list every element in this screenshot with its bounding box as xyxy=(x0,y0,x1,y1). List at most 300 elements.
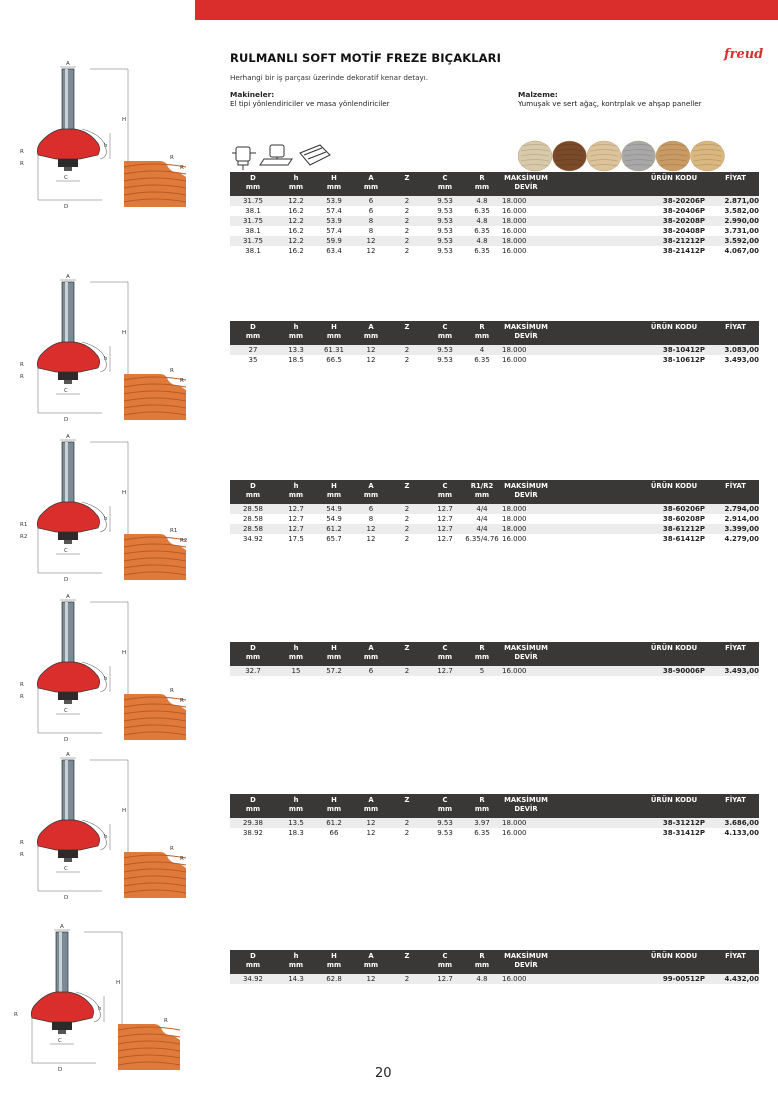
header-unit: mm xyxy=(474,961,490,969)
table-header xyxy=(230,172,759,196)
diagram-label-P1: R xyxy=(170,846,174,852)
header-label: h xyxy=(293,644,299,652)
diagram-label-h: h xyxy=(104,143,108,149)
header-max-rpm xyxy=(496,644,556,662)
header-unit: mm xyxy=(288,961,304,969)
diagram-label-H: H xyxy=(122,808,127,814)
header-label: C xyxy=(442,796,448,804)
header-unit: mm xyxy=(326,183,342,191)
cell-shank: 12 xyxy=(366,525,376,533)
cell-product-code: 38-31412P xyxy=(662,829,705,837)
diagram-label-A: A xyxy=(60,924,64,930)
header-shank xyxy=(352,644,390,662)
diagram-label-P2: R xyxy=(180,165,184,171)
header-diameter xyxy=(230,482,276,500)
header-label: C xyxy=(442,952,448,960)
cutter-body xyxy=(37,502,99,532)
cell-max-rpm: 18.000 xyxy=(502,197,527,205)
cell-height-h: 14.3 xyxy=(288,975,304,983)
cutter-body xyxy=(37,662,99,692)
router-bit-diagram-2 xyxy=(20,268,210,428)
header-product-code xyxy=(642,796,706,805)
header-label: D xyxy=(250,796,256,804)
cell-teeth: 2 xyxy=(404,217,410,225)
machines-label: Makineler: xyxy=(230,90,275,99)
cell-price: 3.493,00 xyxy=(724,356,759,364)
header-label: D xyxy=(250,952,256,960)
header-unit: mm xyxy=(288,491,304,499)
cell-shank: 12 xyxy=(366,535,376,543)
header-radius xyxy=(464,323,500,341)
diagram-label-A: A xyxy=(66,434,70,440)
cell-height-h: 15 xyxy=(291,667,301,675)
cell-height-H: 66 xyxy=(329,829,339,837)
table-row xyxy=(230,246,759,256)
cell-height-h: 16.2 xyxy=(288,247,304,255)
header-height-h xyxy=(276,644,316,662)
cell-height-H: 53.9 xyxy=(326,217,342,225)
cell-diameter: 31.75 xyxy=(242,197,264,205)
cell-shank: 12 xyxy=(366,237,376,245)
cell-price: 3.083,00 xyxy=(724,346,759,354)
header-label: C xyxy=(442,644,448,652)
page-title: RULMANLI SOFT MOTİF FREZE BIÇAKLARI xyxy=(230,51,501,65)
header-max-rpm xyxy=(496,174,556,192)
header-label: h xyxy=(293,482,299,490)
header-label: C xyxy=(442,174,448,182)
header-unit: mm xyxy=(326,805,342,813)
header-label: MAKSİMUM xyxy=(504,796,548,804)
header-label: MAKSİMUM xyxy=(504,482,548,490)
cell-radius: 6.35 xyxy=(474,829,490,837)
material-sample-1 xyxy=(518,141,552,171)
header-label: Z xyxy=(404,323,410,331)
header-unit: mm xyxy=(245,332,261,340)
bearing xyxy=(52,1022,72,1030)
diagram-label-h: h xyxy=(104,834,108,840)
cell-price: 2.990,00 xyxy=(724,217,759,225)
header-diameter xyxy=(230,323,276,341)
bearing xyxy=(58,532,78,540)
header-unit: mm xyxy=(245,961,261,969)
cell-cutting-c: 12.7 xyxy=(437,525,453,533)
header-label: R xyxy=(479,952,485,960)
header-product-code xyxy=(642,174,706,183)
diagram-label-A: A xyxy=(66,61,70,67)
cell-product-code: 38-21212P xyxy=(662,237,705,245)
cell-cutting-c: 9.53 xyxy=(437,227,453,235)
diagram-label-H: H xyxy=(122,490,127,496)
diagram-label-C: C xyxy=(64,175,68,181)
header-unit: mm xyxy=(288,332,304,340)
header-shank xyxy=(352,952,390,970)
diagram-label-A: A xyxy=(66,752,70,758)
header-unit: mm xyxy=(474,805,490,813)
material-value: Yumuşak ve sert ağaç, kontrplak ve ahşap paneller xyxy=(518,99,702,108)
header-height-H xyxy=(314,174,354,192)
header-label: Z xyxy=(404,644,410,652)
cell-cutting-c: 9.53 xyxy=(437,356,453,364)
cell-radius: 6.35/4.76 xyxy=(465,535,499,543)
cell-radius: 4.8 xyxy=(476,217,488,225)
cell-shank: 12 xyxy=(366,346,376,354)
header-unit: mm xyxy=(245,183,261,191)
cell-shank: 12 xyxy=(366,829,376,837)
material-sample-4 xyxy=(622,141,656,171)
cell-max-rpm: 16.000 xyxy=(502,975,527,983)
cell-teeth: 2 xyxy=(404,247,410,255)
cell-height-H: 62.8 xyxy=(326,975,342,983)
header-max-rpm xyxy=(496,323,556,341)
cell-max-rpm: 18.000 xyxy=(502,515,527,523)
cell-shank: 8 xyxy=(368,227,374,235)
header-label: H xyxy=(331,796,337,804)
cell-teeth: 2 xyxy=(404,525,410,533)
header-radius xyxy=(464,644,500,662)
diagram-label-R2: R xyxy=(20,161,24,167)
diagram-label-P2: R2 xyxy=(180,538,188,544)
header-price xyxy=(712,323,759,332)
diagram-label-R1: R xyxy=(20,362,24,368)
cell-height-h: 13.5 xyxy=(288,819,304,827)
table-header xyxy=(230,480,759,504)
cell-teeth: 2 xyxy=(404,346,410,354)
cell-product-code: 38-61412P xyxy=(662,535,705,543)
header-label: MAKSİMUM xyxy=(504,952,548,960)
header-teeth xyxy=(390,323,424,332)
header-label: Z xyxy=(404,482,410,490)
cell-height-H: 57.4 xyxy=(326,207,342,215)
header-unit: mm xyxy=(363,961,379,969)
header-label: R xyxy=(479,796,485,804)
cell-radius: 4.8 xyxy=(476,975,488,983)
cell-diameter: 28.58 xyxy=(242,515,264,523)
header-label: A xyxy=(368,482,374,490)
header-teeth xyxy=(390,482,424,491)
cell-height-h: 16.2 xyxy=(288,227,304,235)
header-unit: mm xyxy=(245,491,261,499)
header-unit: mm xyxy=(474,653,490,661)
header-unit: mm xyxy=(288,653,304,661)
header-unit: mm xyxy=(288,183,304,191)
header-teeth xyxy=(390,952,424,961)
header-shank xyxy=(352,323,390,341)
cell-height-H: 54.9 xyxy=(326,515,342,523)
header-radius xyxy=(464,796,500,814)
table-row xyxy=(230,206,759,216)
header-unit: DEVİR xyxy=(514,805,538,813)
diagram-label-R1: R xyxy=(20,682,24,688)
header-teeth xyxy=(390,174,424,183)
cell-height-h: 16.2 xyxy=(288,207,304,215)
cell-height-H: 61.2 xyxy=(326,819,342,827)
header-height-h xyxy=(276,174,316,192)
cell-cutting-c: 9.53 xyxy=(437,346,453,354)
cell-price: 2.914,00 xyxy=(724,515,759,523)
cell-max-rpm: 16.000 xyxy=(502,829,527,837)
cell-price: 3.582,00 xyxy=(724,207,759,215)
header-unit: mm xyxy=(326,653,342,661)
cell-cutting-c: 9.53 xyxy=(437,829,453,837)
diagram-label-h: h xyxy=(104,516,108,522)
cell-teeth: 2 xyxy=(404,197,410,205)
cell-cutting-c: 9.53 xyxy=(437,197,453,205)
cell-product-code: 99-00512P xyxy=(662,975,705,983)
diagram-label-C: C xyxy=(58,1038,62,1044)
header-diameter xyxy=(230,644,276,662)
cell-diameter: 38.1 xyxy=(245,207,261,215)
cell-teeth: 2 xyxy=(404,237,410,245)
diagram-label-h: h xyxy=(98,1006,102,1012)
cell-teeth: 2 xyxy=(404,819,410,827)
router-bit-diagram-3 xyxy=(20,428,210,588)
table-row xyxy=(230,534,759,544)
cell-max-rpm: 18.000 xyxy=(502,217,527,225)
cell-diameter: 38.1 xyxy=(245,227,261,235)
cell-shank: 6 xyxy=(368,667,374,675)
page-number: 20 xyxy=(375,1066,392,1081)
header-price xyxy=(712,952,759,961)
cell-price: 2.794,00 xyxy=(724,505,759,513)
cell-diameter: 38.1 xyxy=(245,247,261,255)
cell-price: 3.592,00 xyxy=(724,237,759,245)
cell-teeth: 2 xyxy=(404,207,410,215)
header-label: FİYAT xyxy=(725,174,746,182)
cell-shank: 12 xyxy=(366,819,376,827)
cell-teeth: 2 xyxy=(404,667,410,675)
diagram-label-R1: R xyxy=(20,149,24,155)
cell-max-rpm: 18.000 xyxy=(502,525,527,533)
table-header xyxy=(230,794,759,818)
cell-shank: 12 xyxy=(366,247,376,255)
cell-shank: 8 xyxy=(368,515,374,523)
cell-cutting-c: 12.7 xyxy=(437,667,453,675)
cell-teeth: 2 xyxy=(404,227,410,235)
cell-product-code: 38-60208P xyxy=(662,515,705,523)
cell-product-code: 38-10612P xyxy=(662,356,705,364)
header-label: H xyxy=(331,644,337,652)
diagram-label-D: D xyxy=(64,577,69,583)
header-max-rpm xyxy=(496,952,556,970)
header-label: A xyxy=(368,952,374,960)
header-cutting-c xyxy=(426,323,464,341)
cell-radius: 4/4 xyxy=(476,525,488,533)
header-label: MAKSİMUM xyxy=(504,644,548,652)
diagram-label-P1: R xyxy=(170,688,174,694)
cell-diameter: 27 xyxy=(248,346,258,354)
header-label: ÜRÜN KODU xyxy=(650,796,698,804)
cell-price: 4.432,00 xyxy=(724,975,759,983)
product-table-1 xyxy=(230,172,759,256)
header-cutting-c xyxy=(426,796,464,814)
header-label: H xyxy=(331,952,337,960)
material-sample-2 xyxy=(553,141,587,171)
header-unit: mm xyxy=(326,491,342,499)
cell-diameter: 38.92 xyxy=(242,829,264,837)
cell-teeth: 2 xyxy=(404,515,410,523)
material-samples xyxy=(518,139,728,173)
header-label: D xyxy=(250,482,256,490)
cell-cutting-c: 9.53 xyxy=(437,237,453,245)
cell-cutting-c: 12.7 xyxy=(437,505,453,513)
header-label: D xyxy=(250,174,256,182)
diagram-label-H: H xyxy=(116,980,121,986)
product-table-2 xyxy=(230,321,759,365)
router-bit-diagram-5 xyxy=(20,746,210,906)
table-row xyxy=(230,666,759,676)
header-unit: mm xyxy=(474,332,490,340)
diagram-label-h: h xyxy=(104,676,108,682)
header-unit: mm xyxy=(437,961,453,969)
cell-height-h: 18.3 xyxy=(288,829,304,837)
cell-radius: 4/4 xyxy=(476,515,488,523)
header-height-H xyxy=(314,482,354,500)
header-unit: mm xyxy=(437,332,453,340)
router-bit-diagram-4 xyxy=(20,588,210,748)
cell-height-H: 57.2 xyxy=(326,667,342,675)
cell-price: 3.493,00 xyxy=(724,667,759,675)
bearing xyxy=(58,692,78,700)
cell-cutting-c: 12.7 xyxy=(437,515,453,523)
cell-price: 3.399,00 xyxy=(724,525,759,533)
header-label: C xyxy=(442,323,448,331)
cell-height-h: 18.5 xyxy=(288,356,304,364)
header-unit: mm xyxy=(437,653,453,661)
table-row xyxy=(230,828,759,838)
router-handheld-icon xyxy=(232,147,256,170)
header-cutting-c xyxy=(426,174,464,192)
header-price xyxy=(712,644,759,653)
header-unit: mm xyxy=(326,961,342,969)
table-row xyxy=(230,974,759,984)
workpiece-profile xyxy=(124,534,186,580)
header-label: FİYAT xyxy=(725,952,746,960)
cell-max-rpm: 18.000 xyxy=(502,237,527,245)
header-unit: mm xyxy=(245,653,261,661)
cell-height-h: 17.5 xyxy=(288,535,304,543)
diagram-label-P1: R xyxy=(170,368,174,374)
cell-max-rpm: 16.000 xyxy=(502,227,527,235)
header-product-code xyxy=(642,644,706,653)
cell-max-rpm: 16.000 xyxy=(502,356,527,364)
diagram-label-P2: R xyxy=(180,378,184,384)
header-cutting-c xyxy=(426,482,464,500)
cell-radius: 6.35 xyxy=(474,247,490,255)
cell-product-code: 38-60206P xyxy=(662,505,705,513)
header-unit: DEVİR xyxy=(514,961,538,969)
header-product-code xyxy=(642,952,706,961)
diagram-label-D: D xyxy=(64,737,69,743)
cell-shank: 12 xyxy=(366,356,376,364)
diagram-label-A: A xyxy=(66,594,70,600)
header-label: Z xyxy=(404,796,410,804)
cell-diameter: 31.75 xyxy=(242,217,264,225)
cell-radius: 4 xyxy=(479,346,485,354)
header-label: A xyxy=(368,644,374,652)
header-product-code xyxy=(642,482,706,491)
router-bit-diagram-6 xyxy=(14,918,204,1078)
cell-shank: 6 xyxy=(368,207,374,215)
diagram-label-R1: R xyxy=(14,1012,18,1018)
header-label: H xyxy=(331,482,337,490)
machine-icons xyxy=(232,141,342,171)
header-label: h xyxy=(293,952,299,960)
diagram-label-R2: R2 xyxy=(20,534,28,540)
header-label: C xyxy=(442,482,448,490)
cell-product-code: 38-20406P xyxy=(662,207,705,215)
header-shank xyxy=(352,796,390,814)
header-unit: mm xyxy=(245,805,261,813)
cell-diameter: 32.7 xyxy=(245,667,261,675)
table-row xyxy=(230,524,759,534)
header-label: h xyxy=(293,796,299,804)
header-label: ÜRÜN KODU xyxy=(650,482,698,490)
cell-diameter: 31.75 xyxy=(242,237,264,245)
cell-radius: 4.8 xyxy=(476,197,488,205)
header-unit: mm xyxy=(363,653,379,661)
material-label: Malzeme: xyxy=(518,90,558,99)
header-product-code xyxy=(642,323,706,332)
header-height-h xyxy=(276,323,316,341)
workpiece-profile xyxy=(124,694,186,740)
cell-max-rpm: 18.000 xyxy=(502,346,527,354)
cell-radius: 4/4 xyxy=(476,505,488,513)
cell-height-H: 53.9 xyxy=(326,197,342,205)
header-shank xyxy=(352,174,390,192)
header-unit: DEVİR xyxy=(514,491,538,499)
cell-product-code: 38-61212P xyxy=(662,525,705,533)
cell-diameter: 35 xyxy=(248,356,258,364)
header-max-rpm xyxy=(496,482,556,500)
header-label: H xyxy=(331,323,337,331)
diagram-label-C: C xyxy=(64,708,68,714)
header-label: FİYAT xyxy=(725,644,746,652)
workpiece-profile xyxy=(118,1024,180,1070)
header-height-H xyxy=(314,796,354,814)
header-label: FİYAT xyxy=(725,796,746,804)
header-unit: mm xyxy=(474,183,490,191)
cell-diameter: 28.58 xyxy=(242,505,264,513)
header-label: R xyxy=(479,323,485,331)
table-row xyxy=(230,226,759,236)
cell-price: 3.686,00 xyxy=(724,819,759,827)
header-radius xyxy=(464,174,500,192)
cell-cutting-c: 12.7 xyxy=(437,535,453,543)
header-label: A xyxy=(368,323,374,331)
cell-teeth: 2 xyxy=(404,829,410,837)
header-label: Z xyxy=(404,952,410,960)
cell-price: 4.067,00 xyxy=(724,247,759,255)
workpiece-icon xyxy=(300,145,330,165)
header-label: D xyxy=(250,644,256,652)
header-price xyxy=(712,796,759,805)
cutter-body xyxy=(37,342,99,372)
cell-height-h: 13.3 xyxy=(288,346,304,354)
cell-height-H: 65.7 xyxy=(326,535,342,543)
header-label: h xyxy=(293,174,299,182)
cell-product-code: 38-31212P xyxy=(662,819,705,827)
cell-product-code: 38-90006P xyxy=(662,667,705,675)
table-header xyxy=(230,642,759,666)
workpiece-profile xyxy=(124,161,186,207)
cell-radius: 6.35 xyxy=(474,356,490,364)
header-label: h xyxy=(293,323,299,331)
cell-price: 2.871,00 xyxy=(724,197,759,205)
bearing xyxy=(58,850,78,858)
header-label: Z xyxy=(404,174,410,182)
cell-cutting-c: 9.53 xyxy=(437,217,453,225)
header-label: MAKSİMUM xyxy=(504,323,548,331)
